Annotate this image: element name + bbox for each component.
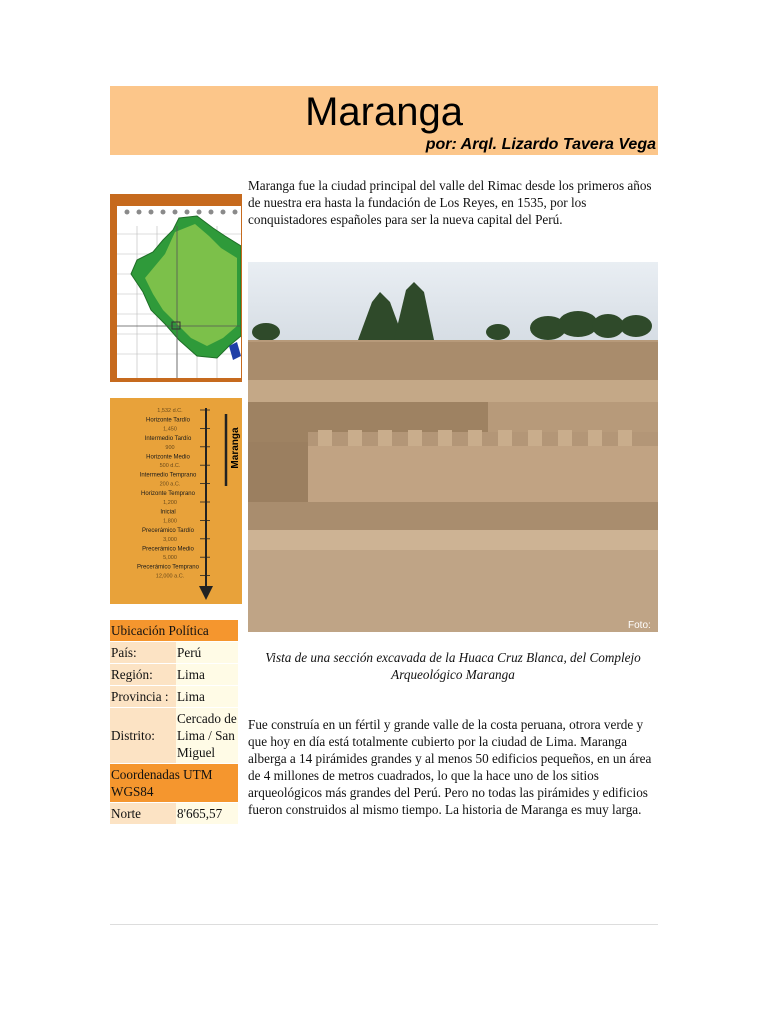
timeline-date: 500 d.C. bbox=[159, 463, 181, 470]
country-value: Perú bbox=[176, 642, 238, 664]
intro-paragraph: Maranga fue la ciudad principal del valle del Rimac desde los primeros años de nuestra era hasta la fundación de Los Reyes, en 1535, por los conquistadores españoles para ser la nueva capital del Perú. bbox=[248, 178, 652, 227]
photo-credit: Foto: bbox=[628, 620, 651, 631]
district-value: Cercado de Lima / San Miguel bbox=[176, 708, 238, 764]
title-banner bbox=[110, 86, 658, 155]
timeline-period: Inicial bbox=[160, 509, 176, 516]
district-label: Distrito: bbox=[110, 708, 176, 764]
timeline-period: Precerámico Tardío bbox=[142, 527, 194, 534]
ruins-photo-icon bbox=[248, 262, 658, 632]
north-label: Norte bbox=[110, 803, 176, 825]
north-value: 8'665,57 bbox=[176, 803, 238, 825]
timeline-period: Horizonte Temprano bbox=[141, 491, 195, 498]
table-row bbox=[110, 803, 238, 825]
timeline-period: Intermedio Tardío bbox=[144, 435, 192, 442]
author-line: por: Arql. Lizardo Tavera Vega bbox=[425, 136, 656, 153]
archaeological-site-photo bbox=[248, 262, 658, 632]
photo-caption: Vista de una sección excavada de la Huaca Cruz Blanca, del Complejo Arqueológico Maranga bbox=[265, 650, 641, 682]
timeline-date: 200 a.C. bbox=[159, 481, 181, 488]
timeline-vertical-label: Maranga bbox=[230, 427, 241, 469]
timeline-period: Horizonte Tardío bbox=[146, 417, 190, 424]
timeline-period: Intermedio Temprano bbox=[139, 472, 197, 479]
table-header-row bbox=[110, 764, 238, 803]
peru-map-image bbox=[110, 194, 242, 382]
peru-map-icon bbox=[117, 206, 241, 378]
timeline-period: Precerámico Temprano bbox=[137, 564, 199, 571]
timeline-period: Horizonte Medio bbox=[146, 454, 190, 461]
table-row bbox=[110, 686, 238, 708]
timeline-date: 12,000 a.C. bbox=[155, 573, 185, 580]
table-row bbox=[110, 664, 238, 686]
body-paragraph: Fue construía en un fértil y grande valle de la costa peruana, otrora verde y que hoy en día está totalmente cubierto por la ciudad de Lima. Maranga alberga a 14 pirámides grandes y al menos 50 edificios pequeños, en un área de 4 millones de metros cuadrados, lo que la hace uno de los sitios arqueológicos más grandes del Perú. Pero no todas las pirámides y edificios fueron construidos al mismo tiempo. La historia de Maranga es muy larga. bbox=[248, 717, 652, 817]
country-label: País: bbox=[110, 642, 176, 664]
map-notepad bbox=[117, 206, 241, 378]
table-row bbox=[110, 708, 238, 764]
province-value: Lima bbox=[176, 686, 238, 708]
chronology-chart bbox=[110, 398, 242, 604]
region-label: Región: bbox=[110, 664, 176, 686]
timeline-date: 1,200 bbox=[163, 500, 177, 506]
political-location-header: Ubicación Política bbox=[110, 620, 238, 642]
region-value: Lima bbox=[176, 664, 238, 686]
table-header-row bbox=[110, 620, 238, 642]
chronology-svg bbox=[110, 398, 242, 604]
footer-divider bbox=[110, 924, 658, 925]
timeline-date: 900 bbox=[165, 444, 175, 451]
timeline-date: 5,000 bbox=[163, 555, 177, 562]
table-row bbox=[110, 642, 238, 664]
location-info-table bbox=[110, 620, 238, 825]
province-label: Provincia : bbox=[110, 686, 176, 708]
timeline-date: 3,000 bbox=[163, 536, 177, 543]
page-title: Maranga bbox=[305, 90, 463, 134]
timeline-date: 1,532 d.C. bbox=[157, 408, 183, 414]
timeline-date: 1,450 bbox=[163, 426, 177, 433]
timeline-period: Precerámico Medio bbox=[142, 546, 194, 553]
utm-coordinates-header: Coordenadas UTM WGS84 bbox=[110, 764, 238, 803]
timeline-date: 1,800 bbox=[163, 518, 177, 525]
